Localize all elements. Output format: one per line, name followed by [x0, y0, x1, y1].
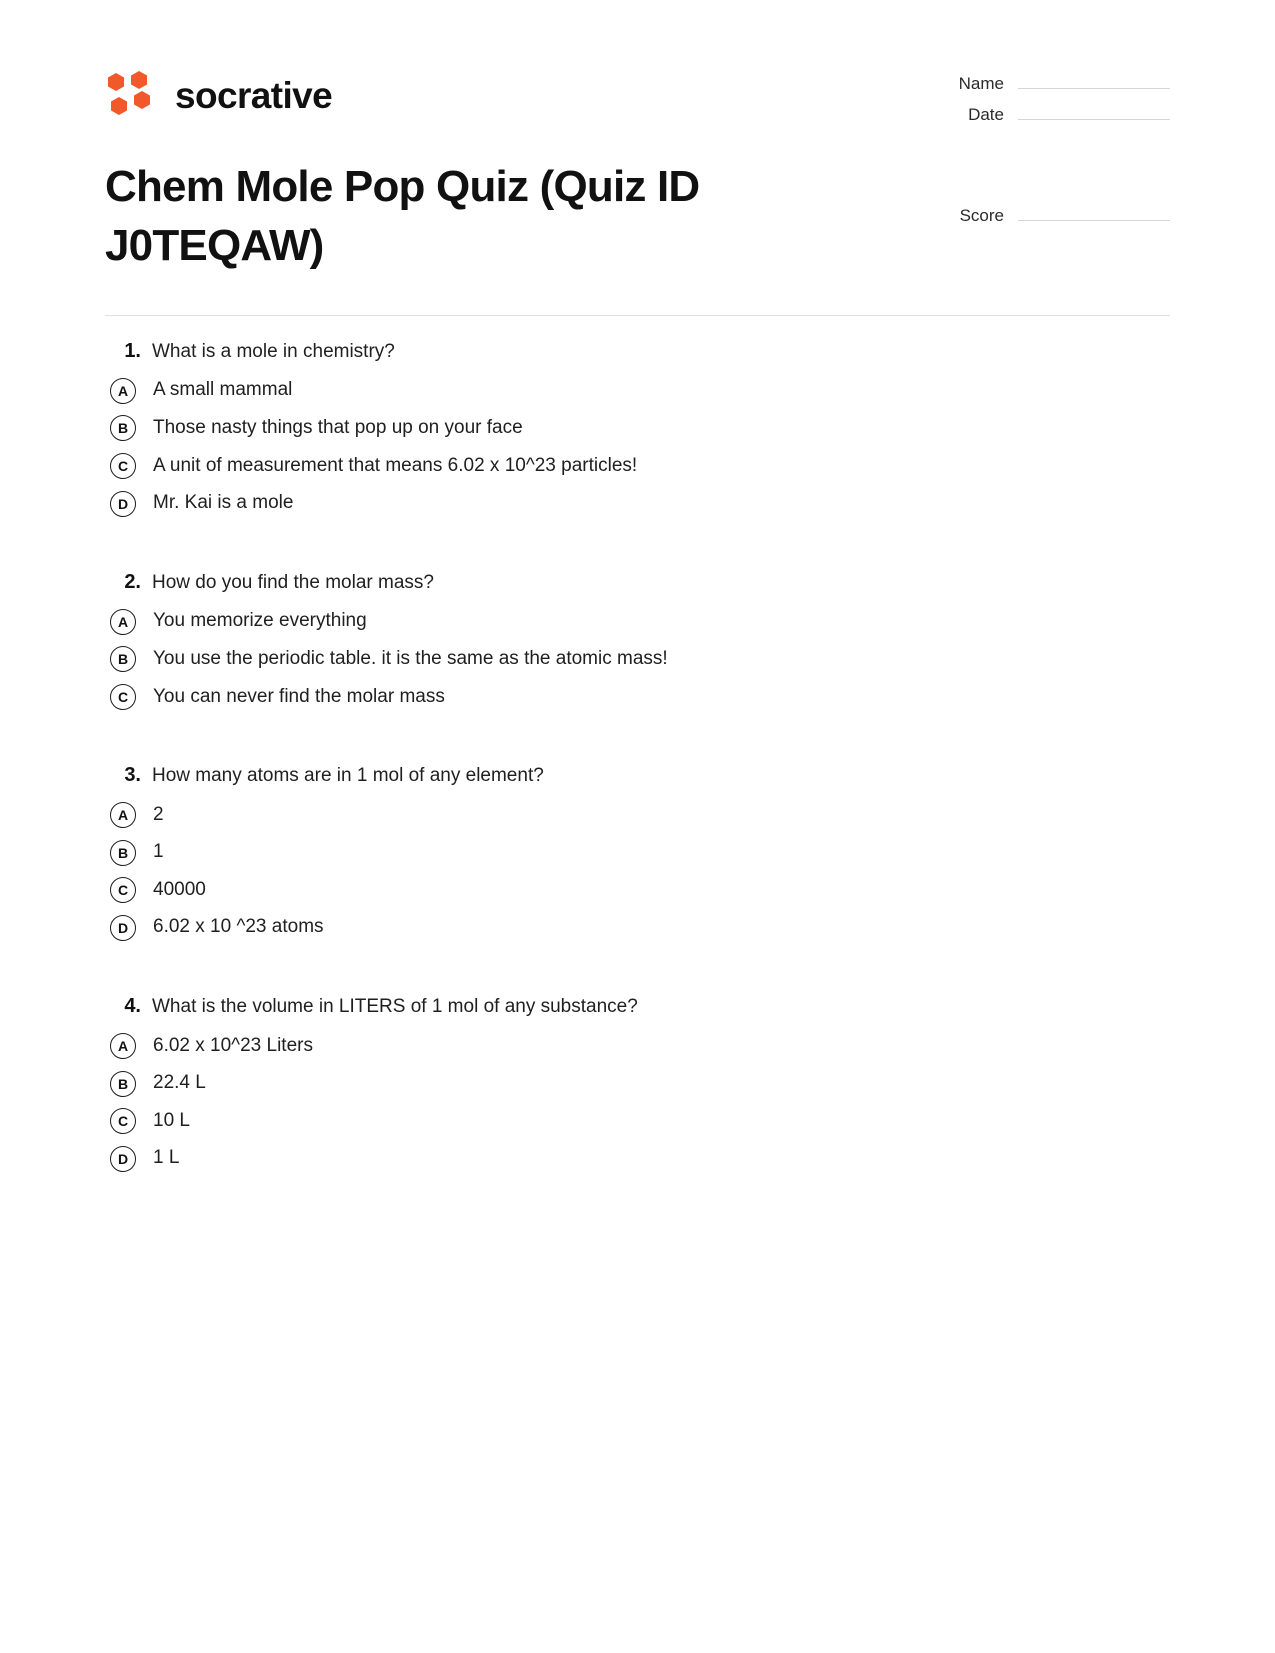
question-number: 2. [124, 570, 141, 593]
answer-letter-circle-icon[interactable]: B [110, 1071, 136, 1097]
question-number: 1. [124, 339, 141, 362]
date-label: Date [968, 105, 1004, 124]
answer-option[interactable] [105, 453, 1170, 480]
page-title: Chem Mole Pop Quiz (Quiz ID J0TEQAW) [105, 162, 700, 270]
answer-option[interactable] [105, 415, 1170, 442]
question-header [105, 338, 1170, 366]
answer-text: 40000 [153, 878, 206, 900]
answer-text: A unit of measurement that means 6.02 x 10^23 particles! [153, 454, 638, 476]
answer-bubble[interactable] [105, 1033, 152, 1059]
score-field [922, 158, 1170, 237]
answer-text: A small mammal [153, 379, 293, 401]
name-write-in-line[interactable] [1018, 74, 1170, 89]
question-header [105, 993, 1170, 1021]
answer-text: 6.02 x 10^23 Liters [153, 1034, 313, 1056]
answer-bubble[interactable] [105, 877, 152, 903]
brand-wordmark: socrative [175, 74, 333, 116]
answer-option[interactable] [105, 377, 1170, 404]
answer-bubble[interactable] [105, 802, 152, 828]
question-block [105, 762, 1170, 941]
answer-bubble[interactable] [105, 378, 152, 404]
question-list [0, 316, 1275, 1172]
answer-letter-circle-icon[interactable]: D [110, 491, 136, 517]
student-info-fields [922, 62, 1170, 136]
answer-option[interactable] [105, 1145, 1170, 1172]
answer-text: 1 [153, 841, 164, 863]
answer-letter-circle-icon[interactable]: C [110, 684, 136, 710]
answer-bubble[interactable] [105, 491, 152, 517]
name-label: Name [958, 74, 1004, 93]
score-write-in-line[interactable] [1018, 206, 1170, 221]
question-header [105, 569, 1170, 597]
answer-option[interactable] [105, 608, 1170, 635]
answer-bubble[interactable] [105, 840, 152, 866]
answer-bubble[interactable] [105, 1071, 152, 1097]
socrative-logo [105, 62, 332, 120]
answer-text: Mr. Kai is a mole [153, 492, 294, 514]
question-block [105, 569, 1170, 710]
question-header [105, 762, 1170, 790]
question-text: How many atoms are in 1 mol of any element? [152, 765, 544, 787]
answer-letter-circle-icon[interactable]: B [110, 646, 136, 672]
date-write-in-line[interactable] [1018, 105, 1170, 120]
answer-option[interactable] [105, 684, 1170, 711]
answer-text: You use the periodic table. it is the same as the atomic mass! [153, 647, 668, 669]
answer-option[interactable] [105, 646, 1170, 673]
question-text: What is the volume in LITERS of 1 mol of any substance? [152, 996, 638, 1018]
answer-option[interactable] [105, 1070, 1170, 1097]
answer-option[interactable] [105, 1108, 1170, 1135]
answer-letter-circle-icon[interactable]: A [110, 378, 136, 404]
title-area [0, 136, 1275, 276]
answer-letter-circle-icon[interactable]: B [110, 840, 136, 866]
question-text: What is a mole in chemistry? [152, 340, 395, 362]
answer-letter-circle-icon[interactable]: C [110, 453, 136, 479]
answer-text: 22.4 L [153, 1072, 206, 1094]
answer-bubble[interactable] [105, 1108, 152, 1134]
answer-text: 2 [153, 803, 164, 825]
question-number: 4. [124, 995, 141, 1018]
answer-text: You memorize everything [153, 610, 367, 632]
answer-letter-circle-icon[interactable]: D [110, 915, 136, 941]
answer-bubble[interactable] [105, 453, 152, 479]
question-text: How do you find the molar mass? [152, 571, 434, 593]
page-header [0, 0, 1275, 136]
answer-bubble[interactable] [105, 646, 152, 672]
answer-option[interactable] [105, 802, 1170, 829]
question-block [105, 993, 1170, 1172]
date-field-row [922, 105, 1170, 125]
answer-letter-circle-icon[interactable]: C [110, 1108, 136, 1134]
answer-letter-circle-icon[interactable]: A [110, 802, 136, 828]
answer-letter-circle-icon[interactable]: D [110, 1146, 136, 1172]
socrative-hexagons-icon [105, 70, 157, 120]
name-field-row [922, 74, 1170, 94]
answer-letter-circle-icon[interactable]: A [110, 1033, 136, 1059]
answer-option[interactable] [105, 877, 1170, 904]
answer-option[interactable] [105, 490, 1170, 517]
answer-text: 10 L [153, 1109, 190, 1131]
answer-bubble[interactable] [105, 684, 152, 710]
answer-text: 6.02 x 10 ^23 atoms [153, 916, 324, 938]
question-block [105, 338, 1170, 517]
answer-option[interactable] [105, 839, 1170, 866]
answer-bubble[interactable] [105, 915, 152, 941]
answer-letter-circle-icon[interactable]: A [110, 609, 136, 635]
answer-letter-circle-icon[interactable]: C [110, 877, 136, 903]
answer-letter-circle-icon[interactable]: B [110, 415, 136, 441]
answer-option[interactable] [105, 1033, 1170, 1060]
answer-bubble[interactable] [105, 1146, 152, 1172]
score-label: Score [959, 206, 1004, 225]
answer-text: 1 L [153, 1147, 180, 1169]
answer-bubble[interactable] [105, 609, 152, 635]
answer-text: You can never find the molar mass [153, 685, 445, 707]
answer-option[interactable] [105, 914, 1170, 941]
score-field-row [922, 206, 1170, 226]
answer-text: Those nasty things that pop up on your face [153, 417, 523, 439]
answer-bubble[interactable] [105, 415, 152, 441]
question-number: 3. [124, 764, 141, 787]
